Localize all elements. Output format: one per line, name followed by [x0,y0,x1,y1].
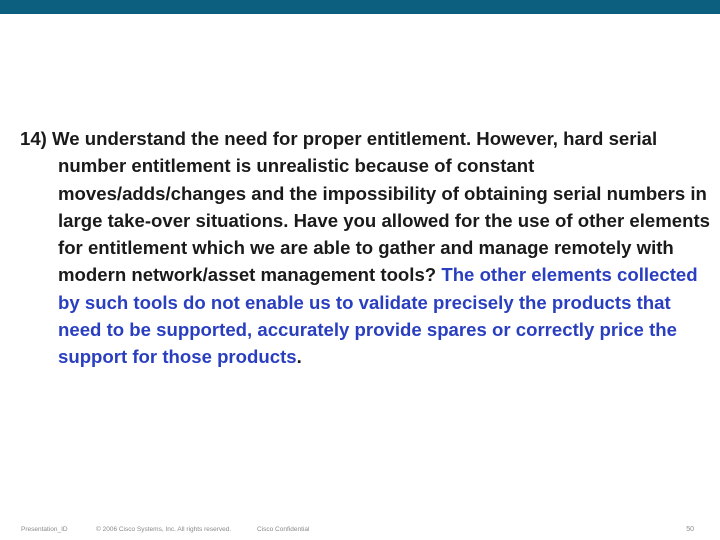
closing-period: . [296,346,302,368]
presentation-id: Presentation_ID [21,526,68,533]
copyright-notice: © 2006 Cisco Systems, Inc. All rights reserved. [96,526,232,533]
page-number: 50 [686,526,694,533]
confidential-label: Cisco Confidential [257,526,310,533]
question-text: 14) We understand the need for proper entitlement. However, hard serial number entitlement is unrealistic because of constant moves/adds/changes and the impossibility of obtaining serial numbers in large take-over situations. Have you allowed for the use of other elements for entitlement which we are able to gather and manage remotely with modern network/asset management tools? [20,128,710,286]
slide-footer [0,526,720,538]
qa-paragraph [20,125,710,371]
header-bar [0,0,720,14]
slide-body [20,125,710,371]
answer-text: The other elements collected by such tools do not enable us to validate precisely the products that need to be supported, accurately provide spares or correctly price the support for those products [58,264,698,368]
